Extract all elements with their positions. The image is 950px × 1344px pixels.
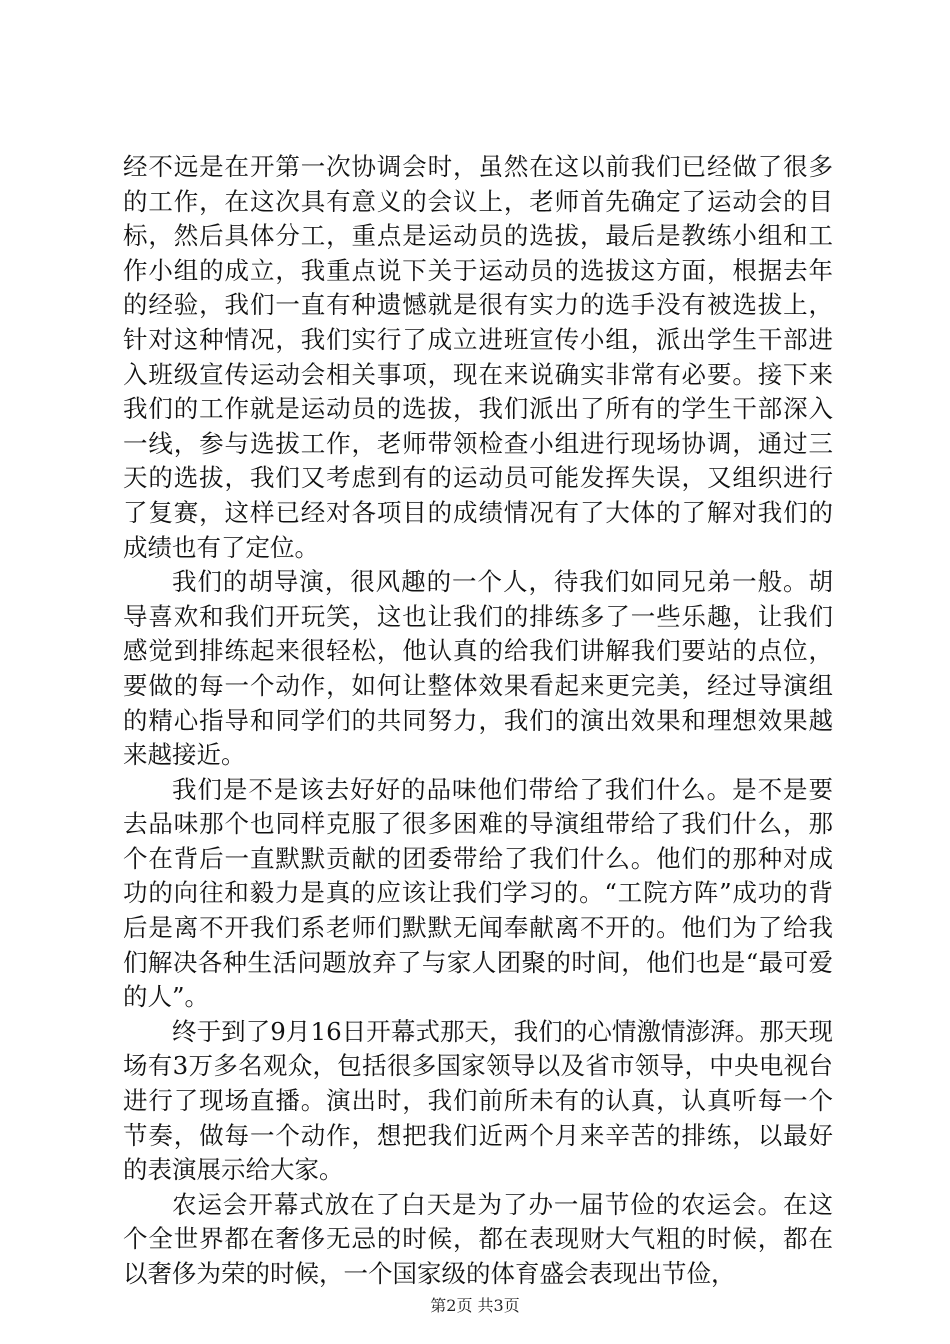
paragraph-3: 我们是不是该去好好的品味他们带给了我们什么。是不是要去品味那个也同样克服了很多困难的导演组带给了我们什么，那个在背后一直默默贡献的团委带给了我们什么。他们的那种对成功的向往和毅力是真的应该让我们学习的。“工院方阵”成功的背后是离不开我们系老师们默默无闻奉献离不开的。他们为了给我们解决各种生活问题放弃了与家人团聚的时间，他们也是“最可爱的人”。 (123, 774, 833, 1012)
page-number-footer: 第2页 共3页 (430, 1296, 520, 1315)
paragraph-4: 终于到了9月16日开幕式那天，我们的心情激情澎湃。那天现场有3万多名观众，包括很多国家领导以及省市领导，中央电视台进行了现场直播。演出时，我们前所未有的认真，认真听每一个节奏，做每一个动作，想把我们近两个月来辛苦的排练，以最好的表演展示给大家。 (123, 1016, 833, 1185)
paragraph-5: 农运会开幕式放在了白天是为了办一届节俭的农运会。在这个全世界都在奢侈无忌的时候，都在表现财大气粗的时候，都在以奢侈为荣的时候，一个国家级的体育盛会表现出节俭， (123, 1189, 833, 1288)
document-body (123, 150, 833, 1292)
paragraph-1: 经不远是在开第一次协调会时，虽然在这以前我们已经做了很多的工作，在这次具有意义的会议上，老师首先确定了运动会的目标，然后具体分工，重点是运动员的选拔，最后是教练小组和工作小组的成立，我重点说下关于运动员的选拔这方面，根据去年的经验，我们一直有种遗憾就是很有实力的选手没有被选拔上，针对这种情况，我们实行了成立进班宣传小组，派出学生干部进入班级宣传运动会相关事项，现在来说确实非常有必要。接下来我们的工作就是运动员的选拔，我们派出了所有的学生干部深入一线，参与选拔工作，老师带领检查小组进行现场协调，通过三天的选拔，我们又考虑到有的运动员可能发挥失误，又组织进行了复赛，这样已经对各项目的成绩情况有了大体的了解对我们的成绩也有了定位。 (123, 152, 833, 562)
paragraph-2: 我们的胡导演，很风趣的一个人，待我们如同兄弟一般。胡导喜欢和我们开玩笑，这也让我们的排练多了一些乐趣，让我们感觉到排练起来很轻松，他认真的给我们讲解我们要站的点位，要做的每一个动作，如何让整体效果看起来更完美，经过导演组的精心指导和同学们的共同努力，我们的演出效果和理想效果越来越接近。 (123, 567, 833, 770)
